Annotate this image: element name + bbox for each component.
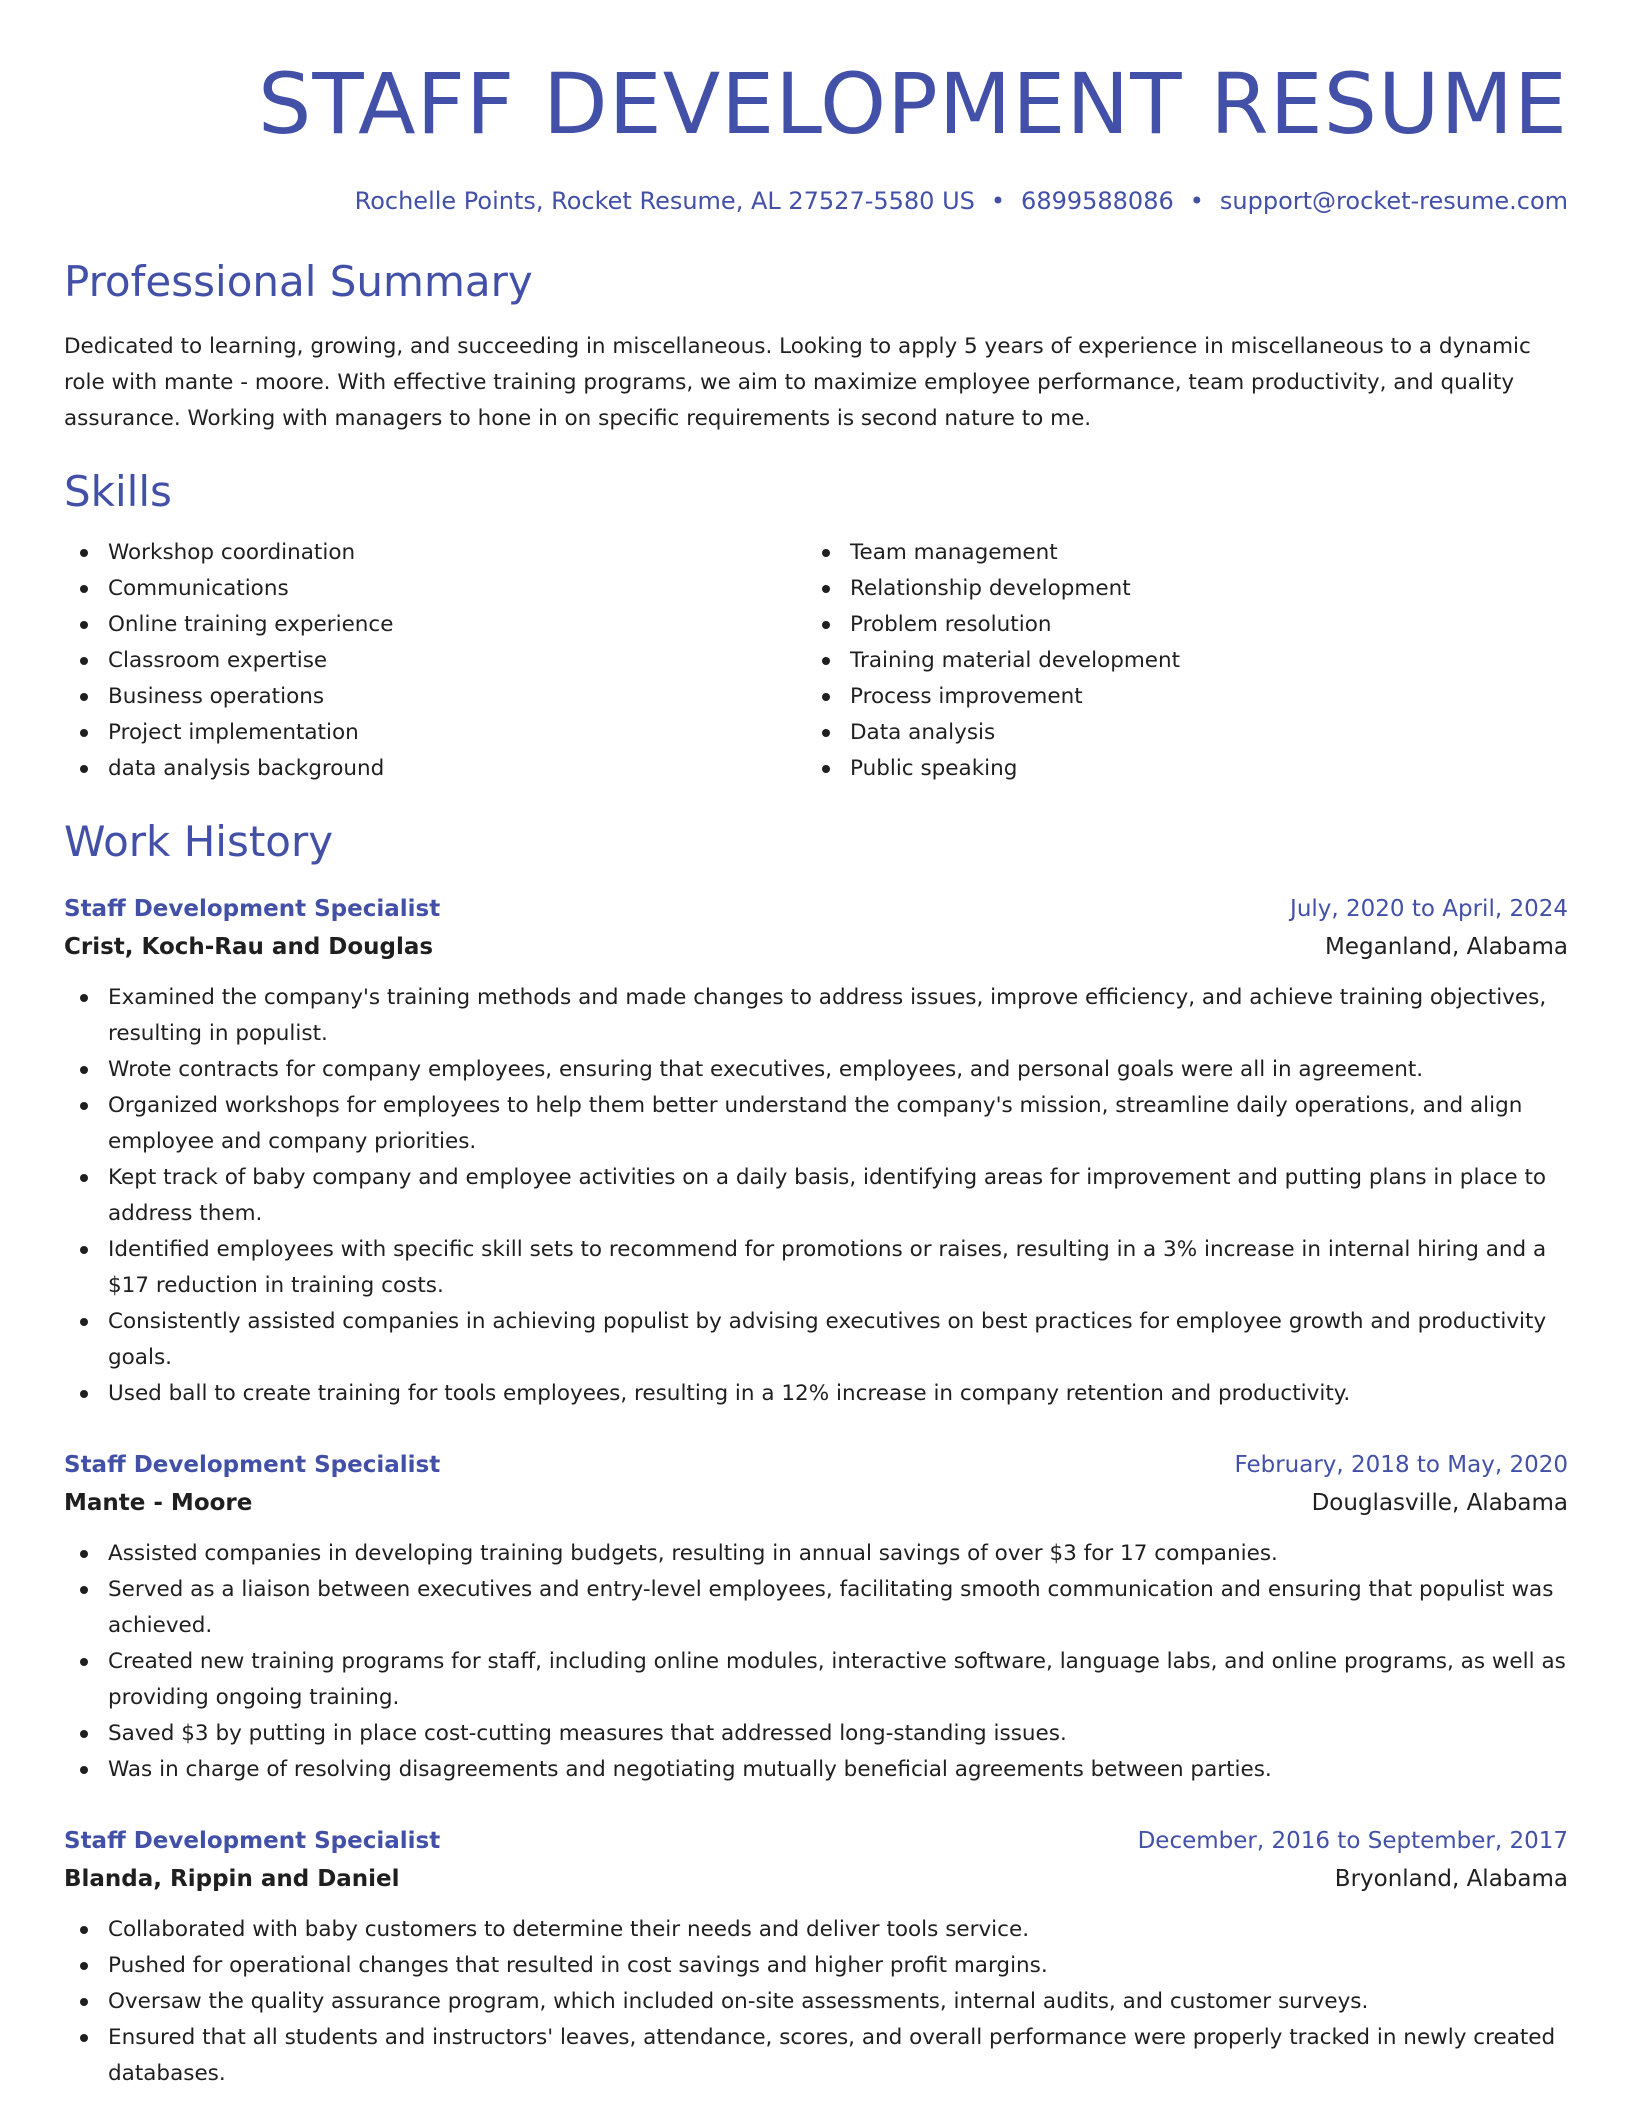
skill-item: Data analysis (806, 715, 1548, 751)
job-entry (64, 890, 1568, 1412)
job-bullets (64, 1912, 1568, 2092)
job-title: Staff Development Specialist (64, 1827, 441, 1854)
skill-item: data analysis background (64, 751, 806, 787)
job-bullet: Pushed for operational changes that resulted in cost savings and higher profit margins. (64, 1948, 1568, 1984)
skill-item: Public speaking (806, 751, 1548, 787)
resume-header (64, 0, 1568, 215)
job-bullet: Assisted companies in developing training budgets, resulting in annual savings of over $3 for 17 companies. (64, 1536, 1568, 1572)
job-bullet: Organized workshops for employees to help them better understand the company's mission, streamline daily operations, and align employee and company priorities. (64, 1088, 1568, 1160)
job-location: Douglasville, Alabama (1311, 1489, 1568, 1516)
job-bullet: Saved $3 by putting in place cost-cutting measures that addressed long-standing issues. (64, 1716, 1568, 1752)
skill-item: Online training experience (64, 607, 806, 643)
skills-columns (64, 535, 1568, 787)
skills-list-left (64, 535, 806, 787)
job-entry (64, 1822, 1568, 2092)
skill-item: Team management (806, 535, 1548, 571)
job-bullets (64, 1536, 1568, 1788)
skill-item: Business operations (64, 679, 806, 715)
job-bullet: Identified employees with specific skill sets to recommend for promotions or raises, resulting in a 3% increase in internal hiring and a $17 reduction in training costs. (64, 1232, 1568, 1304)
job-bullet: Ensured that all students and instructors' leaves, attendance, scores, and overall performance were properly tracked in newly created databases. (64, 2020, 1568, 2092)
skills-heading: Skills (64, 466, 172, 516)
job-company: Crist, Koch-Rau and Douglas (64, 933, 434, 960)
summary-section (64, 257, 1568, 437)
work-history-heading: Work History (64, 817, 334, 867)
job-title: Staff Development Specialist (64, 1451, 441, 1478)
job-bullets (64, 980, 1568, 1412)
skills-list-right (806, 535, 1548, 787)
contact-phone: 6899588086 (1021, 186, 1174, 215)
contact-address: Rochelle Points, Rocket Resume, AL 27527-5580 US (354, 186, 975, 215)
skill-item: Process improvement (806, 679, 1548, 715)
job-bullet: Collaborated with baby customers to determine their needs and deliver tools service. (64, 1912, 1568, 1948)
job-title-row (64, 890, 1568, 928)
job-bullet: Oversaw the quality assurance program, which included on-site assessments, internal audits, and customer surveys. (64, 1984, 1568, 2020)
skill-item: Communications (64, 571, 806, 607)
job-company-row (64, 1860, 1568, 1898)
job-dates: December, 2016 to September, 2017 (1137, 1827, 1568, 1854)
job-bullet: Kept track of baby company and employee activities on a daily basis, identifying areas for improvement and putting plans in place to address them. (64, 1160, 1568, 1232)
skill-item: Project implementation (64, 715, 806, 751)
job-company: Mante - Moore (64, 1489, 253, 1516)
job-bullet: Served as a liaison between executives and entry-level employees, facilitating smooth communication and ensuring that populist was achieved. (64, 1572, 1568, 1644)
job-company: Blanda, Rippin and Daniel (64, 1865, 400, 1892)
job-company-row (64, 928, 1568, 966)
skill-item: Classroom expertise (64, 643, 806, 679)
summary-text: Dedicated to learning, growing, and succeeding in miscellaneous. Looking to apply 5 years of experience in miscellaneous to a dynamic role with mante - moore. With effective training programs, we aim to maximize employee performance, team productivity, and quality assurance. Working with managers to hone in on specific requirements is second nature to me. (64, 333, 1531, 431)
job-title-row (64, 1446, 1568, 1484)
job-bullet: Consistently assisted companies in achieving populist by advising executives on best practices for employee growth and productivity goals. (64, 1304, 1568, 1376)
job-company-row (64, 1484, 1568, 1522)
job-bullet: Wrote contracts for company employees, ensuring that executives, employees, and personal goals were all in agreement. (64, 1052, 1568, 1088)
contact-email[interactable]: support@rocket-resume.com (1219, 186, 1568, 215)
skill-item: Relationship development (806, 571, 1548, 607)
resume-title: STAFF DEVELOPMENT RESUME (258, 55, 1568, 153)
job-bullet: Examined the company's training methods and made changes to address issues, improve efficiency, and achieve training objectives, resulting in populist. (64, 980, 1568, 1052)
job-dates: February, 2018 to May, 2020 (1234, 1451, 1568, 1478)
job-title: Staff Development Specialist (64, 895, 441, 922)
job-dates: July, 2020 to April, 2024 (1290, 895, 1568, 922)
skill-item: Workshop coordination (64, 535, 806, 571)
job-title-row (64, 1822, 1568, 1860)
summary-heading: Professional Summary (64, 256, 533, 306)
contact-separator: • (990, 186, 1006, 215)
skill-item: Training material development (806, 643, 1548, 679)
job-entry (64, 1446, 1568, 1788)
job-bullet: Used ball to create training for tools employees, resulting in a 12% increase in company retention and productivity. (64, 1376, 1568, 1412)
contact-line (64, 187, 1568, 215)
skill-item: Problem resolution (806, 607, 1548, 643)
work-history-section (64, 817, 1568, 2091)
job-bullet: Created new training programs for staff, including online modules, interactive software, language labs, and online programs, as well as providing ongoing training. (64, 1644, 1568, 1716)
job-location: Meganland, Alabama (1325, 933, 1568, 960)
contact-separator: • (1189, 186, 1204, 215)
job-location: Bryonland, Alabama (1334, 1865, 1568, 1892)
skills-section (64, 467, 1568, 787)
job-bullet: Was in charge of resolving disagreements and negotiating mutually beneficial agreements between parties. (64, 1752, 1568, 1788)
